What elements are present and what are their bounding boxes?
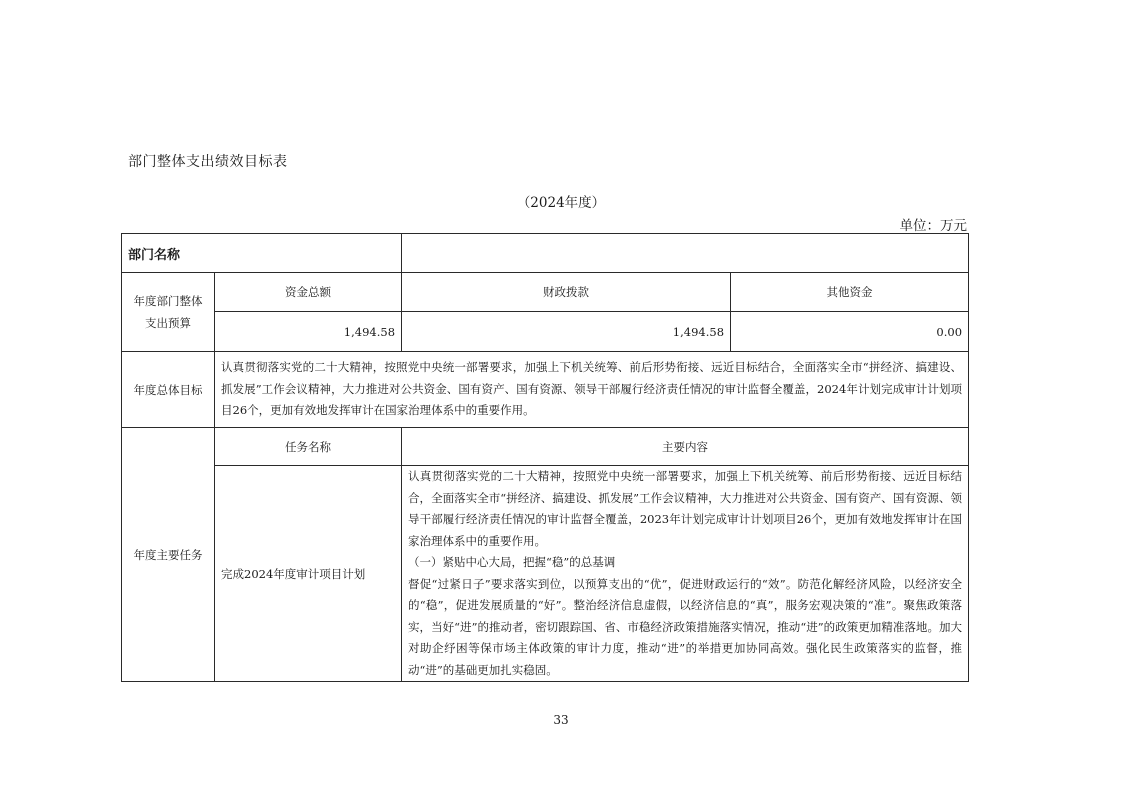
dept-name-value: [402, 234, 969, 273]
budget-header-total: 资金总额: [215, 273, 402, 312]
overall-goal-text: 认真贯彻落实党的二十大精神，按照党中央统一部署要求，加强上下机关统筹、前后形势衔接、远近目标结合，全面落实全市“拼经济、搞建设、抓发展”工作会议精神，大力推进对公共资金、国有资产、国有资源、领导干部履行经济责任情况的审计监督全覆盖，2024年计划完成审计计划项目26个，更加有效地发挥审计在国家治理体系中的重要作用。: [215, 352, 969, 428]
overall-goal-row: [122, 352, 969, 428]
overall-goal-label: 年度总体目标: [122, 352, 215, 428]
performance-table: [121, 233, 969, 682]
task-content-body: 督促“过紧日子”要求落实到位，以预算支出的“优”，促进财政运行的“效”。防范化解经济风险，以经济安全的“稳”，促进发展质量的“好”。整治经济信息虚假，以经济信息的“真”，服务宏观决策的“准”。聚焦政策落实，当好“进”的推动者，密切跟踪国、省、市稳经济政策措施落实情况，推动“进”的政策更加精准落地。加大对助企纾困等保市场主体政策的审计力度，推动“进”的举措更加协同高效。强化民生政策落实的监督，推动“进”的基础更加扎实稳固。: [408, 576, 963, 677]
document-title: 部门整体支出绩效目标表: [128, 154, 288, 170]
year-subtitle: （2024年度）: [516, 195, 606, 211]
budget-header-fiscal: 财政拨款: [402, 273, 731, 312]
budget-values-row: [122, 312, 969, 352]
task-content: [402, 466, 969, 682]
unit-label: 单位：万元: [899, 218, 967, 234]
dept-name-label: 部门名称: [122, 234, 402, 273]
dept-name-row: [122, 234, 969, 273]
budget-label: 年度部门整体支出预算: [122, 273, 215, 352]
task-name: 完成2024年度审计项目计划: [215, 466, 402, 682]
task-content-intro: 认真贯彻落实党的二十大精神，按照党中央统一部署要求，加强上下机关统筹、前后形势衔接、远近目标结合，全面落实全市“拼经济、搞建设、抓发展”工作会议精神，大力推进对公共资金、国有资产、国有资源、领导干部履行经济责任情况的审计监督全覆盖，2023年计划完成审计计划项目26个，更加有效地发挥审计在国家治理体系中的重要作用。: [408, 469, 963, 548]
task-row: [122, 466, 969, 682]
main-tasks-label: 年度主要任务: [122, 428, 215, 682]
task-name-header: 任务名称: [215, 428, 402, 466]
budget-value-other: 0.00: [731, 312, 969, 352]
task-content-subhead: （一）紧贴中心大局，把握“稳”的总基调: [408, 555, 616, 569]
budget-header-row: [122, 273, 969, 312]
task-content-header: 主要内容: [402, 428, 969, 466]
page-number: 33: [553, 713, 569, 727]
budget-value-fiscal: 1,494.58: [402, 312, 731, 352]
budget-header-other: 其他资金: [731, 273, 969, 312]
budget-value-total: 1,494.58: [215, 312, 402, 352]
task-header-row: [122, 428, 969, 466]
